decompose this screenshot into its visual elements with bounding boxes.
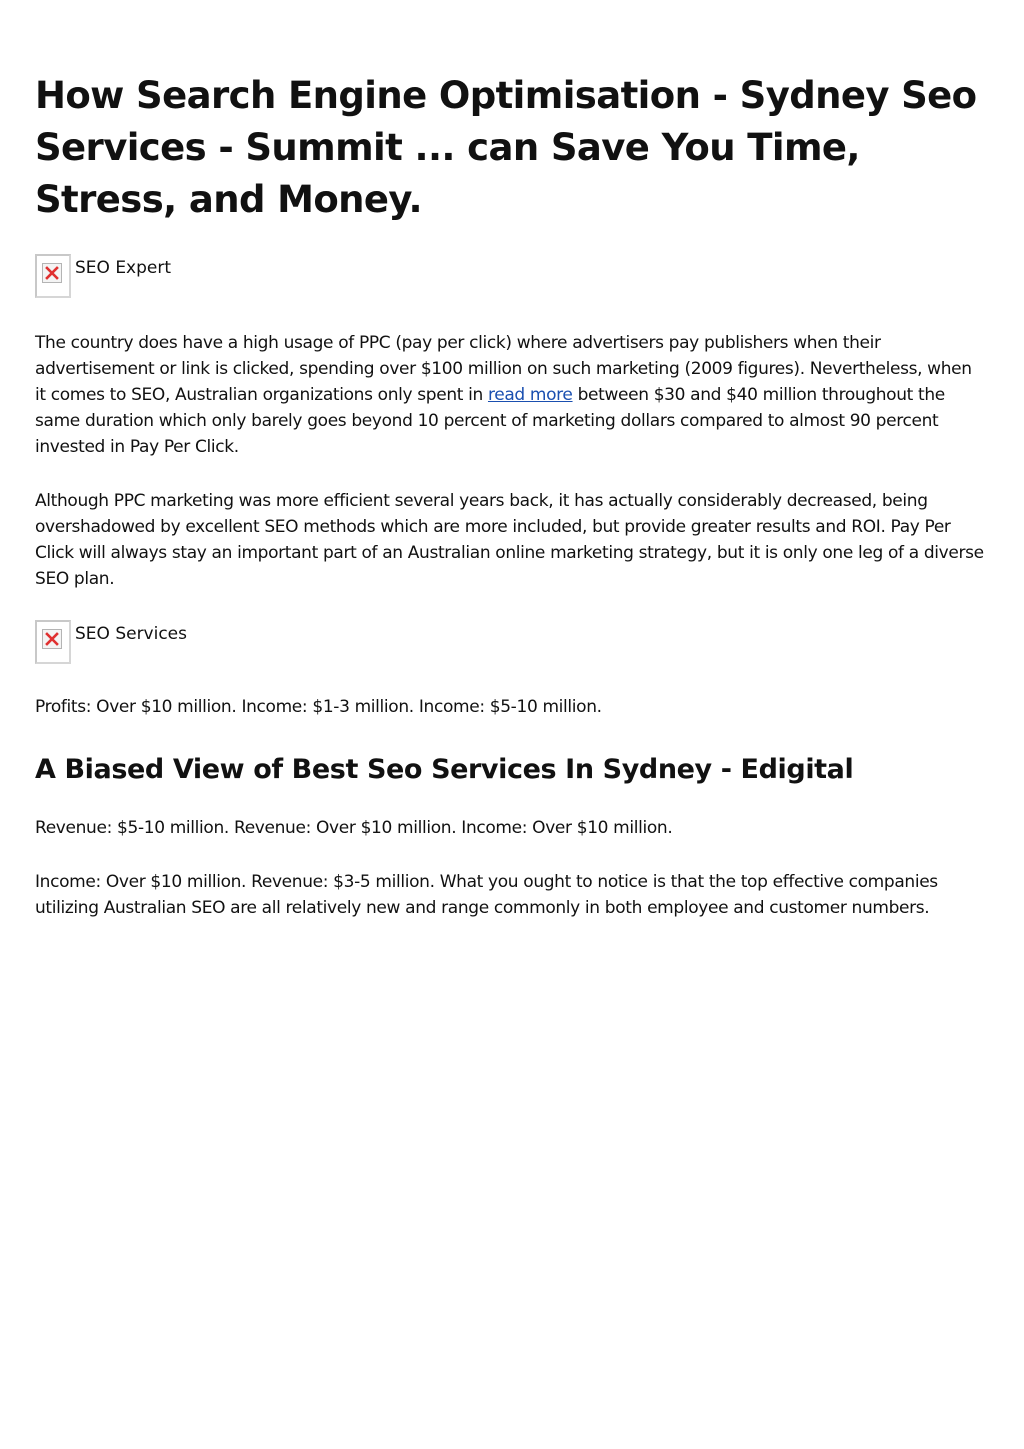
paragraph-ppc-decline: Although PPC marketing was more efficient several years back, it has actually considerably decreased, being overshadowed by excellent SEO methods which are more included, but provide greater results and ROI. Pay Per Click will always stay an important part of an Australian online marketing strategy, but it is only one leg of a diverse SEO plan. xyxy=(35,491,984,589)
paragraph-revenue: Revenue: $5-10 million. Revenue: Over $10 million. Income: Over $10 million. xyxy=(35,818,673,838)
paragraph-text: The country does have a high usage of PPC (pay per click) where advertisers pay publishers when their advertisement or link is clicked, spending over $100 million on such marketing (2009 figures). Nevertheless, when it comes to SEO, Australian organizations only spent in xyxy=(35,333,972,405)
image-alt-text: SEO Services xyxy=(75,624,188,644)
paragraph-text: between $30 and $40 million throughout the same duration which only barely goes beyond 10 percent of marketing dollars compared to almost 90 percent invested in Pay Per Click. xyxy=(35,385,945,457)
paragraph-income: Income: Over $10 million. Revenue: $3-5 million. What you ought to notice is that the top effective companies utilizing Australian SEO are all relatively new and range commonly in both employee and customer numbers. xyxy=(35,872,938,918)
section-heading: A Biased View of Best Seo Services In Sydney - Edigital xyxy=(35,754,854,785)
image-seo-services xyxy=(35,620,985,666)
paragraph-profits: Profits: Over $10 million. Income: $1-3 million. Income: $5-10 million. xyxy=(35,697,602,717)
image-alt-text: SEO Expert xyxy=(75,258,172,278)
article xyxy=(35,0,985,921)
image-seo-expert xyxy=(35,254,985,300)
broken-image-icon xyxy=(35,620,71,664)
paragraph-ppc-usage xyxy=(35,330,985,460)
page-title: How Search Engine Optimisation - Sydney Seo Services - Summit ... can Save You Time, Stress, and Money. xyxy=(35,74,977,221)
read-more-link[interactable]: read more xyxy=(487,385,573,405)
broken-image-icon xyxy=(35,254,71,298)
